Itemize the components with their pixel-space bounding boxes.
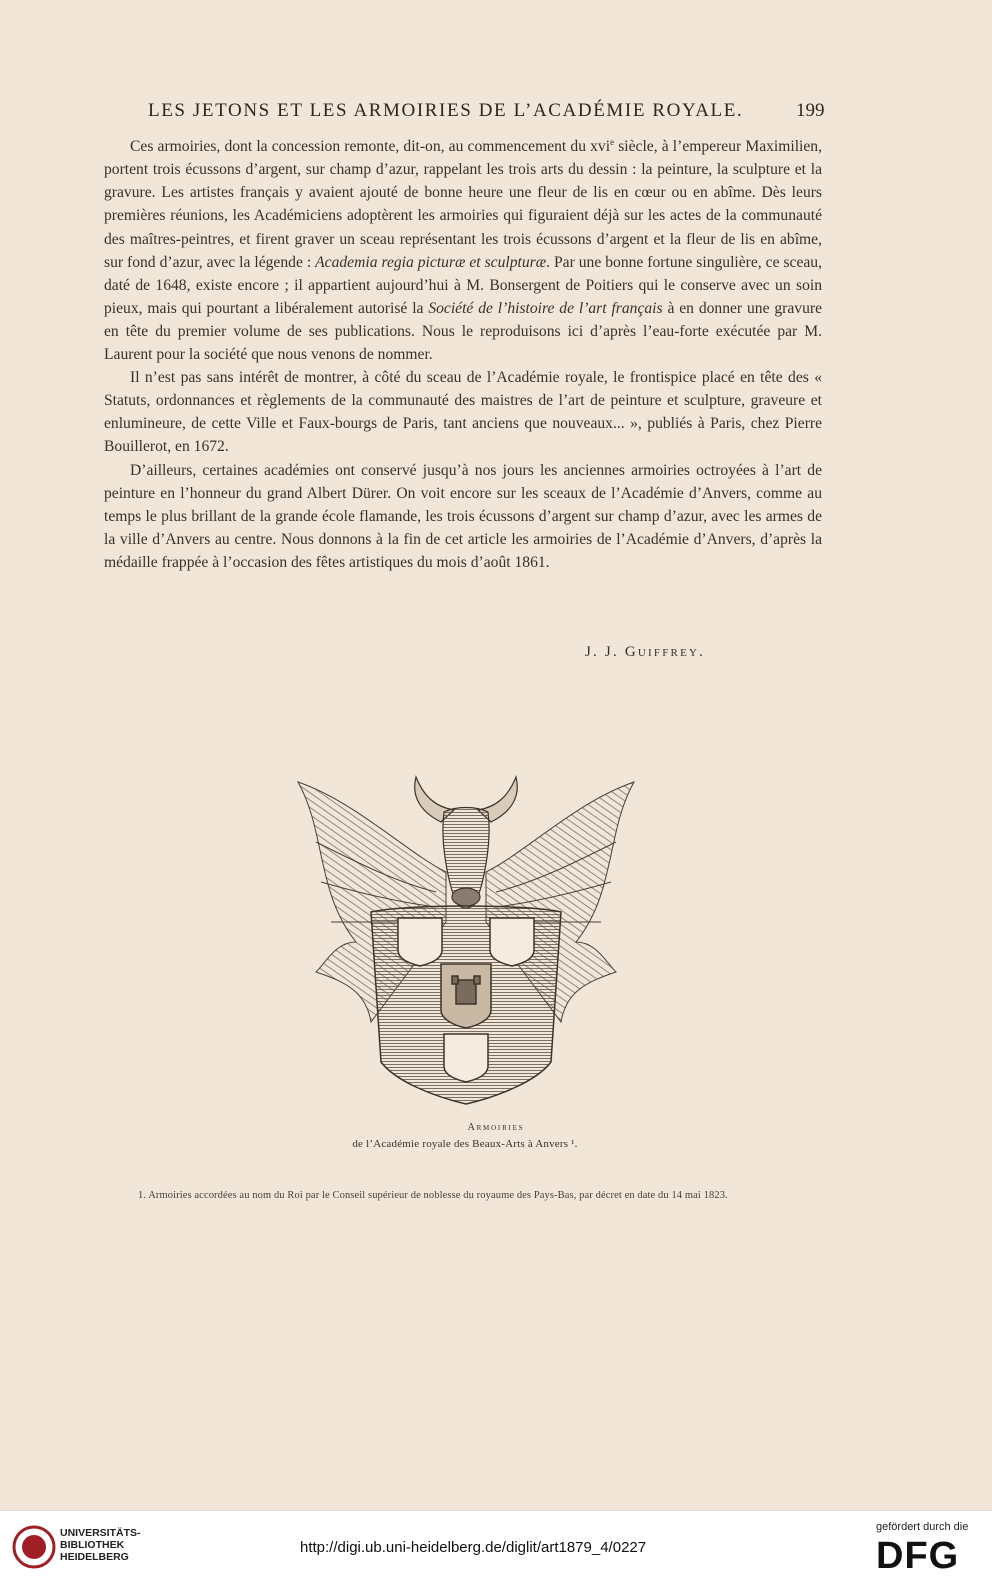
author-signature: J. J. Guiffrey. xyxy=(585,644,706,660)
paragraph-2: Il n’est pas sans intérêt de montrer, à côté du sceau de l’Académie royale, le frontispice placé en tête des « Statuts, ordonnances et règlements de la communauté des maistres de l’art de peinture et sculpture, graveure et enlumineure, de cette Ville et Faux-bourgs de Paris, tant anciens que nouveaux... », publiés à Paris, chez Pierre Bouillerot, en 1672. xyxy=(104,369,822,456)
university-library-name: UNIVERSITÄTS- BIBLIOTHEK HEIDELBERG xyxy=(60,1527,141,1563)
university-seal-icon xyxy=(12,1525,56,1569)
funder-label: gefördert durch die xyxy=(876,1521,969,1533)
escutcheon-bottom xyxy=(444,1034,488,1082)
source-url-link[interactable]: http://digi.ub.uni-heidelberg.de/diglit/art1879_4/0227 xyxy=(300,1539,647,1556)
page-number: 199 xyxy=(796,100,825,121)
paragraph-1: Ces armoiries, dont la concession remonte, dit-on, au commencement du xvi$^e$ siècle, à l’empereur Maximilien, portent trois écussons d’argent, sur champ d’azur, rappelant les trois arts du dessin : la peinture, la sculpture et la gravure. Les artistes français y avaient ajouté de bonne heure une fleur de lis en cœur ou en abîme. Dès leurs premières réunions, les Académiciens adoptèrent les armoiries qui figuraient déjà sur les actes de la communauté des maîtres-peintres, et firent graver un sceau représentant les trois écussons d’argent et la fleur de lis en abîme, sur fond d’azur, avec la légende : Academia regia picturæ et sculpturæ. Par une bonne fortune singulière, ce sceau, daté de 1648, existe encore ; il appartient aujourd’hui à M. Bonsergent de Poitiers qui le conserve avec un soin pieux, mais qui pourtant a libéralement autorisé la Société de l’histoire de l’art français à en donner une gravure en tête du premier volume de ses publications. Nous le reproduisons ici d’après l’eau-forte exécutée par M. Laurent pour la société que nous venons de nommer. xyxy=(104,137,823,364)
body-text xyxy=(104,131,822,574)
footnote: 1. Armoiries accordées au nom du Roi par le Conseil supérieur de noblesse du royaume des Pays-Bas, par décret en date du 14 mai 1823. xyxy=(138,1190,728,1201)
escutcheon-top-right xyxy=(490,918,534,966)
running-title: LES JETONS ET LES ARMOIRIES DE L’ACADÉMIE ROYALE. xyxy=(148,100,744,121)
escutcheon-top-left xyxy=(398,918,442,966)
digitization-footer xyxy=(0,1510,992,1586)
coat-of-arms-engraving xyxy=(296,772,636,1112)
dfg-logo: DFG xyxy=(876,1535,960,1577)
figure-caption-title: Armoiries xyxy=(467,1122,525,1133)
figure-caption-subtitle: de l’Académie royale des Beaux-Arts à Anvers ¹. xyxy=(352,1138,578,1150)
paragraph-3: D’ailleurs, certaines académies ont conservé jusqu’à nos jours les anciennes armoiries octroyées à l’art de peinture en l’honneur du grand Albert Dürer. On voit encore sur les sceaux de l’Académie d’Anvers, comme au temps le plus brillant de la grande école flamande, les trois écussons d’argent sur champ d’azur, avec les armes de la ville d’Anvers au centre. Nous donnons à la fin de cet article les armoiries de l’Académie d’Anvers, d’après la médaille frappée à l’occasion des fêtes artistiques du mois d’août 1861. xyxy=(104,461,822,571)
shield xyxy=(371,906,561,1104)
